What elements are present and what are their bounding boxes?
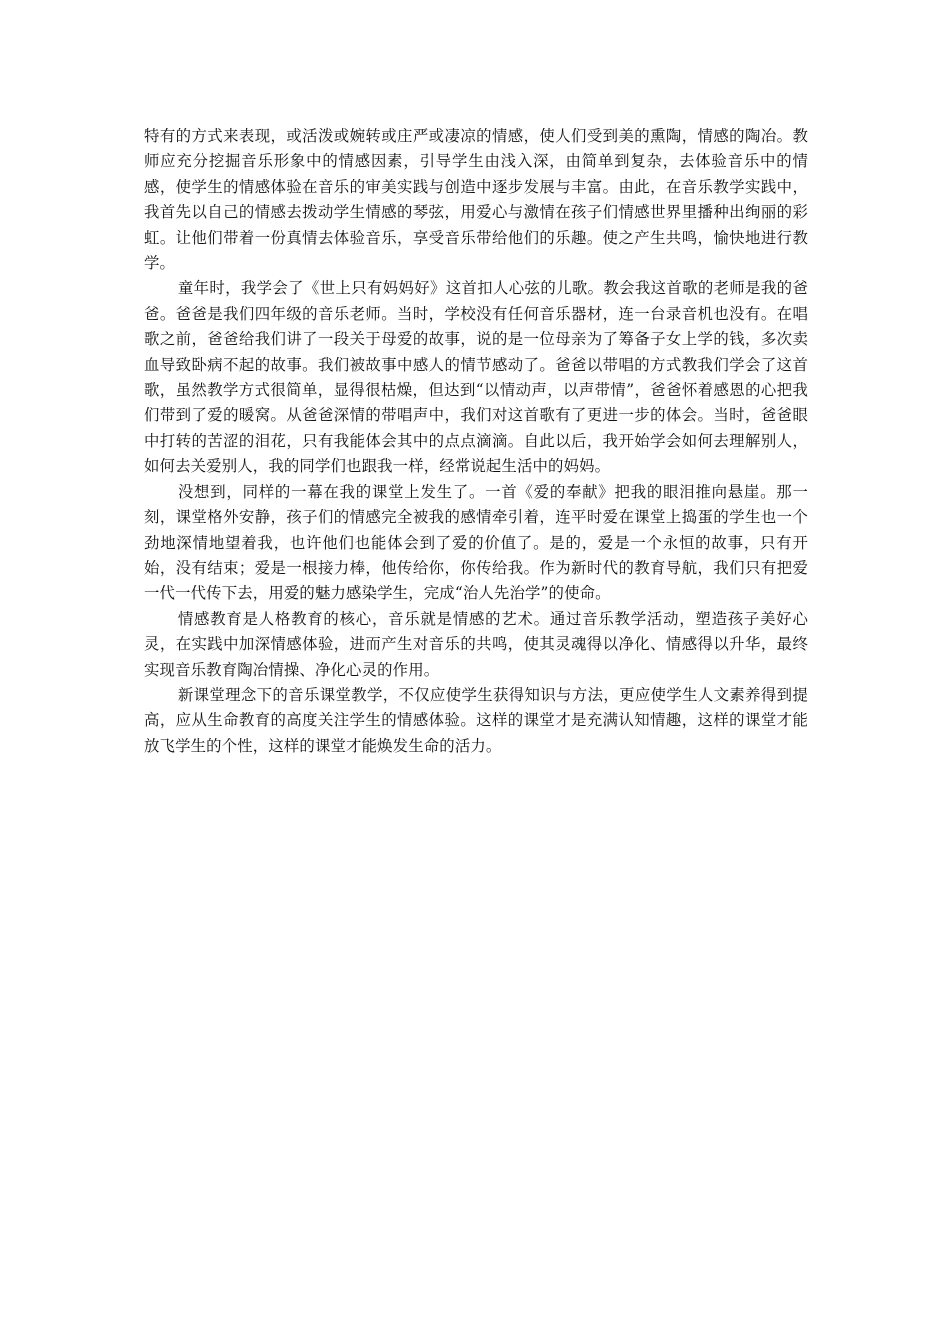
paragraph-5: 新课堂理念下的音乐课堂教学，不仅应使学生获得知识与方法，更应使学生人文素养得到提高，应从生命教育的高度关注学生的情感体验。这样的课堂才是充满认知情趣，这样的课堂才能放飞学生的个性，这样的课堂才能焕发生命的活力。 bbox=[144, 685, 808, 755]
document-body bbox=[144, 124, 808, 759]
paragraph-4: 情感教育是人格教育的核心，音乐就是情感的艺术。通过音乐教学活动，塑造孩子美好心灵，在实践中加深情感体验，进而产生对音乐的共鸣，使其灵魂得以净化、情感得以升华，最终实现音乐教育陶冶情操、净化心灵的作用。 bbox=[144, 609, 808, 679]
paragraph-3: 没想到，同样的一幕在我的课堂上发生了。一首《爱的奉献》把我的眼泪推向悬崖。那一刻，课堂格外安静，孩子们的情感完全被我的感情牵引着，连平时爱在课堂上捣蛋的学生也一个劲地深情地望着我，也许他们也能体会到了爱的价值了。是的，爱是一个永恒的故事，只有开始，没有结束；爱是一根接力棒，他传给你，你传给我。作为新时代的教育导航，我们只有把爱一代一代传下去，用爱的魅力感染学生，完成“治人先治学”的使命。 bbox=[144, 482, 808, 603]
paragraph-1: 特有的方式来表现，或活泼或婉转或庄严或凄凉的情感，使人们受到美的熏陶，情感的陶冶。教师应充分挖掘音乐形象中的情感因素，引导学生由浅入深，由简单到复杂，去体验音乐中的情感，使学生的情感体验在音乐的审美实践与创造中逐步发展与丰富。由此，在音乐教学实践中，我首先以自己的情感去拨动学生情感的琴弦，用爱心与激情在孩子们情感世界里播种出绚丽的彩虹。让他们带着一份真情去体验音乐，享受音乐带给他们的乐趣。使之产生共鸣，愉快地进行教学。 bbox=[144, 127, 808, 273]
paragraph-2: 童年时，我学会了《世上只有妈妈好》这首扣人心弦的儿歌。教会我这首歌的老师是我的爸爸。爸爸是我们四年级的音乐老师。当时，学校没有任何音乐器材，连一台录音机也没有。在唱歌之前，爸爸给我们讲了一段关于母爱的故事，说的是一位母亲为了筹备子女上学的钱，多次卖血导致卧病不起的故事。我们被故事中感人的情节感动了。爸爸以带唱的方式教我们学会了这首歌，虽然教学方式很简单，显得很枯燥，但达到“以情动声，以声带情”，爸爸怀着感恩的心把我们带到了爱的暖窝。从爸爸深情的带唱声中，我们对这首歌有了更进一步的体会。当时，爸爸眼中打转的苦涩的泪花，只有我能体会其中的点点滴滴。自此以后，我开始学会如何去理解别人，如何去关爱别人，我的同学们也跟我一样，经常说起生活中的妈妈。 bbox=[144, 279, 808, 476]
